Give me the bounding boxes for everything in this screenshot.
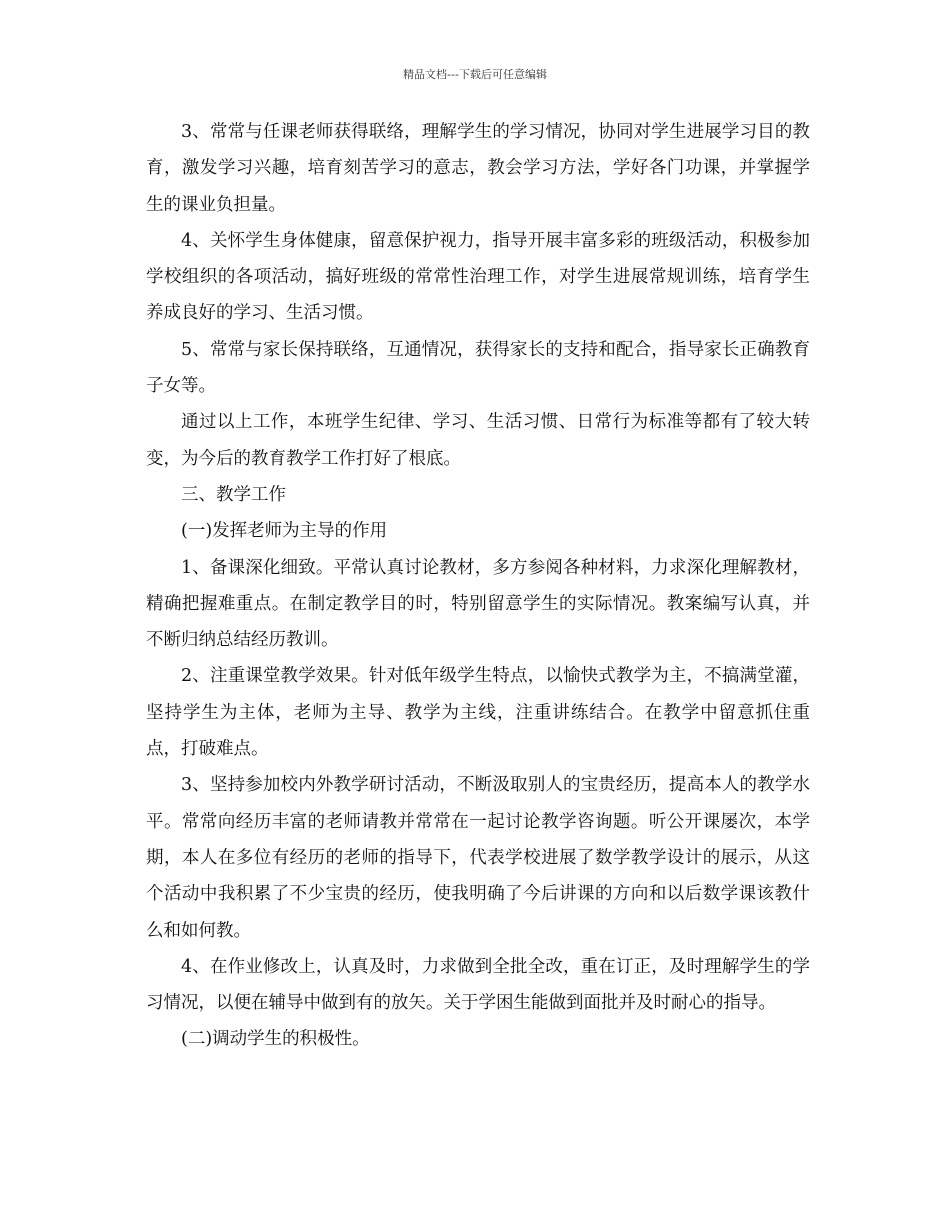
paragraph-teaching-2: 2、注重课堂教学效果。针对低年级学生特点，以愉快式教学为主，不搞满堂灌，坚持学生为主体，老师为主导、教学为主线，注重讲练结合。在教学中留意抓住重点，打破难点。 [146,666,810,760]
paragraph-teaching-4: 4、在作业修改上，认真及时，力求做到全批全改，重在订正，及时理解学生的学习情况，以便在辅导中做到有的放矢。关于学困生能做到面批并及时耐心的指导。 [146,956,810,1014]
paragraph-teaching-3: 3、坚持参加校内外教学研讨活动，不断汲取别人的宝贵经历，提高本人的教学水平。常常向经历丰富的老师请教并常常在一起讨论教学咨询题。听公开课屡次，本学期，本人在多位有经历的老师的指导下，代表学校进展了数学教学设计的展示，从这个活动中我积累了不少宝贵的经历，使我明确了今后讲课的方向和以后数学课该教什么和如何教。 [146,775,810,941]
section-heading-teaching: 三、教学工作 [181,484,286,505]
document-body [146,114,810,1058]
paragraph-teaching-1: 1、备课深化细致。平常认真讨论教材，多方参阅各种材料，力求深化理解教材，精确把握难重点。在制定教学目的时，特别留意学生的实际情况。教案编写认真，并不断归纳总结经历教训。 [146,557,810,651]
paragraph-summary: 通过以上工作，本班学生纪律、学习、生活习惯、日常行为标准等都有了较大转变，为今后的教育教学工作打好了根底。 [146,412,810,469]
subsection-heading-2: (二)调动学生的积极性。 [181,1029,370,1050]
paragraph-item-4: 4、关怀学生身体健康，留意保护视力，指导开展丰富多彩的班级活动，积极参加学校组织的各项活动，搞好班级的常常性治理工作，对学生进展常规训练，培育学生养成良好的学习、生活习惯。 [146,230,810,324]
page-header: 精品文档---下载后可任意编辑 [403,68,547,81]
paragraph-item-3: 3、常常与任课老师获得联络，理解学生的学习情况，协同对学生进展学习目的教育，激发学习兴趣，培育刻苦学习的意志，教会学习方法，学好各门功课，并掌握学生的课业负担量。 [146,122,810,215]
paragraph-item-5: 5、常常与家长保持联络，互通情况，获得家长的支持和配合，指导家长正确教育子女等。 [146,339,810,397]
subsection-heading-1: (一)发挥老师为主导的作用 [181,521,388,542]
